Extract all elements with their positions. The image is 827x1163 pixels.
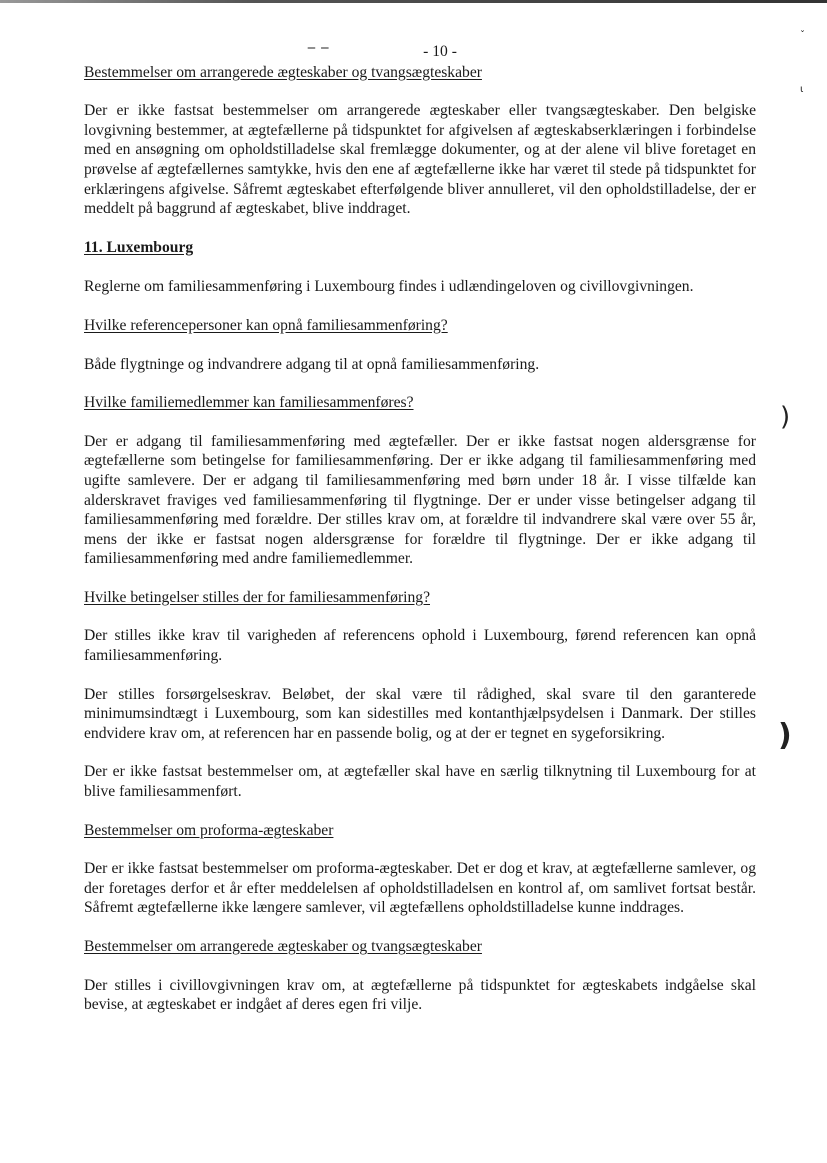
- paragraph-luxembourg-arranged-marriages: Der stilles i civillovgivningen krav om, at ægtefællerne på tidspunktet for ægteskabets indgåelse skal bevise, at ægteskabet er indgået af deres egen fri vilje.: [84, 976, 756, 1014]
- page-number: - 10 -: [423, 43, 457, 60]
- paragraph-family-members: Der er adgang til familiesammenføring med ægtefæller. Der er ikke fastsat nogen aldersgrænse for ægtefællerne som betingelse for familiesammenføring. Der er ikke adgang til familiesammenføring med ugifte samlevere. Der er adgang til familiesammenføring med børn under 18 år. I visse tilfælde kan alderskravet fraviges ved familiesammenføring til flygtninge. Der er under visse betingelser adgang til familiesammenføring med forældre. Der stilles krav om, at forældre til indvandrere skal være over 55 år, mens der ikke er fastsat nogen aldersgrænse for forældre til flygtninge. Der er ikke adgang til familiesammenføring med andre familiemedlemmer.: [84, 432, 756, 568]
- paragraph-reference-persons: Både flygtninge og indvandrere adgang til at opnå familiesammenføring.: [84, 355, 540, 373]
- section-heading-family-members: Hvilke familiemedlemmer kan familiesammenføres?: [84, 394, 414, 412]
- scan-corner-mark: ˇ: [800, 30, 805, 41]
- scan-dot-mark: ι: [800, 84, 804, 95]
- document-page: [84, 42, 756, 1015]
- paragraph-belgium-arranged-marriages: Der er ikke fastsat bestemmelser om arrangerede ægteskaber eller tvangsægteskaber. Den belgiske lovgivning bestemmer, at ægtefællerne på tidspunktet for afgivelsen af ægteskabserklæringen i forbindelse med en ansøgning om opholdstilladelse skal fremlægge dokumenter, og at der alene vil blive foretaget en prøvelse af ægtefællernes samtykke, hvis den ene af ægtefællerne ikke har været til stede på tidspunktet for erklæringens afgivelse. Såfremt ægteskabet efterfølgende bliver annulleret, vil den opholdstilladelse, der er meddelt på baggrund af ægteskabet, blive inddraget.: [84, 102, 756, 218]
- section-heading-reference-persons: Hvilke referencepersoner kan opnå familiesammenføring?: [84, 316, 448, 334]
- paragraph-conditions-attachment: Der er ikke fastsat bestemmelser om, at ægtefæller skal have en særlig tilknytning til Luxembourg for at blive familiesammenført.: [84, 763, 756, 801]
- paragraph-luxembourg-rules: Reglerne om familiesammenføring i Luxembourg findes i udlændingeloven og civillovgivningen.: [84, 278, 694, 296]
- paragraph-proforma-marriages: Der er ikke fastsat bestemmelser om proforma-ægteskaber. Det er dog et krav, at ægtefællerne samlever, og der foretages derfor et år efter meddelelsen af opholdstilladelsen en kontrol af, om samlivet fortsat består. Såfremt ægtefællerne ikke længere samlever, vil ægtefællens opholdstilladelse kunne inddrages.: [84, 860, 756, 917]
- paragraph-conditions-support: Der stilles forsørgelseskrav. Beløbet, der skal være til rådighed, skal svare til den garanterede minimumsindtægt i Luxembourg, som kan sidestilles med kontanthjælpsydelsen i Danmark. Der stilles endvidere krav om, at referencen har en passende bolig, og at der er tegnet en sygeforsikring.: [84, 685, 756, 742]
- section-heading-conditions: Hvilke betingelser stilles der for familiesammenføring?: [84, 588, 430, 606]
- chapter-heading-luxembourg: 11. Luxembourg: [84, 238, 194, 256]
- section-heading-proforma-marriages: Bestemmelser om proforma-ægteskaber: [84, 821, 334, 839]
- paragraph-conditions-duration: Der stilles ikke krav til varigheden af referencens ophold i Luxembourg, førend referencen kan opnå familiesammenføring.: [84, 627, 756, 665]
- scan-hook-mark: ): [778, 718, 792, 753]
- scan-bracket-mark: ): [780, 402, 791, 432]
- scan-dash-mark: ‒ ‒: [307, 40, 330, 56]
- page-top-edge: [0, 0, 827, 3]
- section-heading-belgium-arranged-marriages: Bestemmelser om arrangerede ægteskaber og tvangsægteskaber: [84, 63, 482, 81]
- section-heading-luxembourg-arranged-marriages: Bestemmelser om arrangerede ægteskaber og tvangsægteskaber: [84, 938, 482, 955]
